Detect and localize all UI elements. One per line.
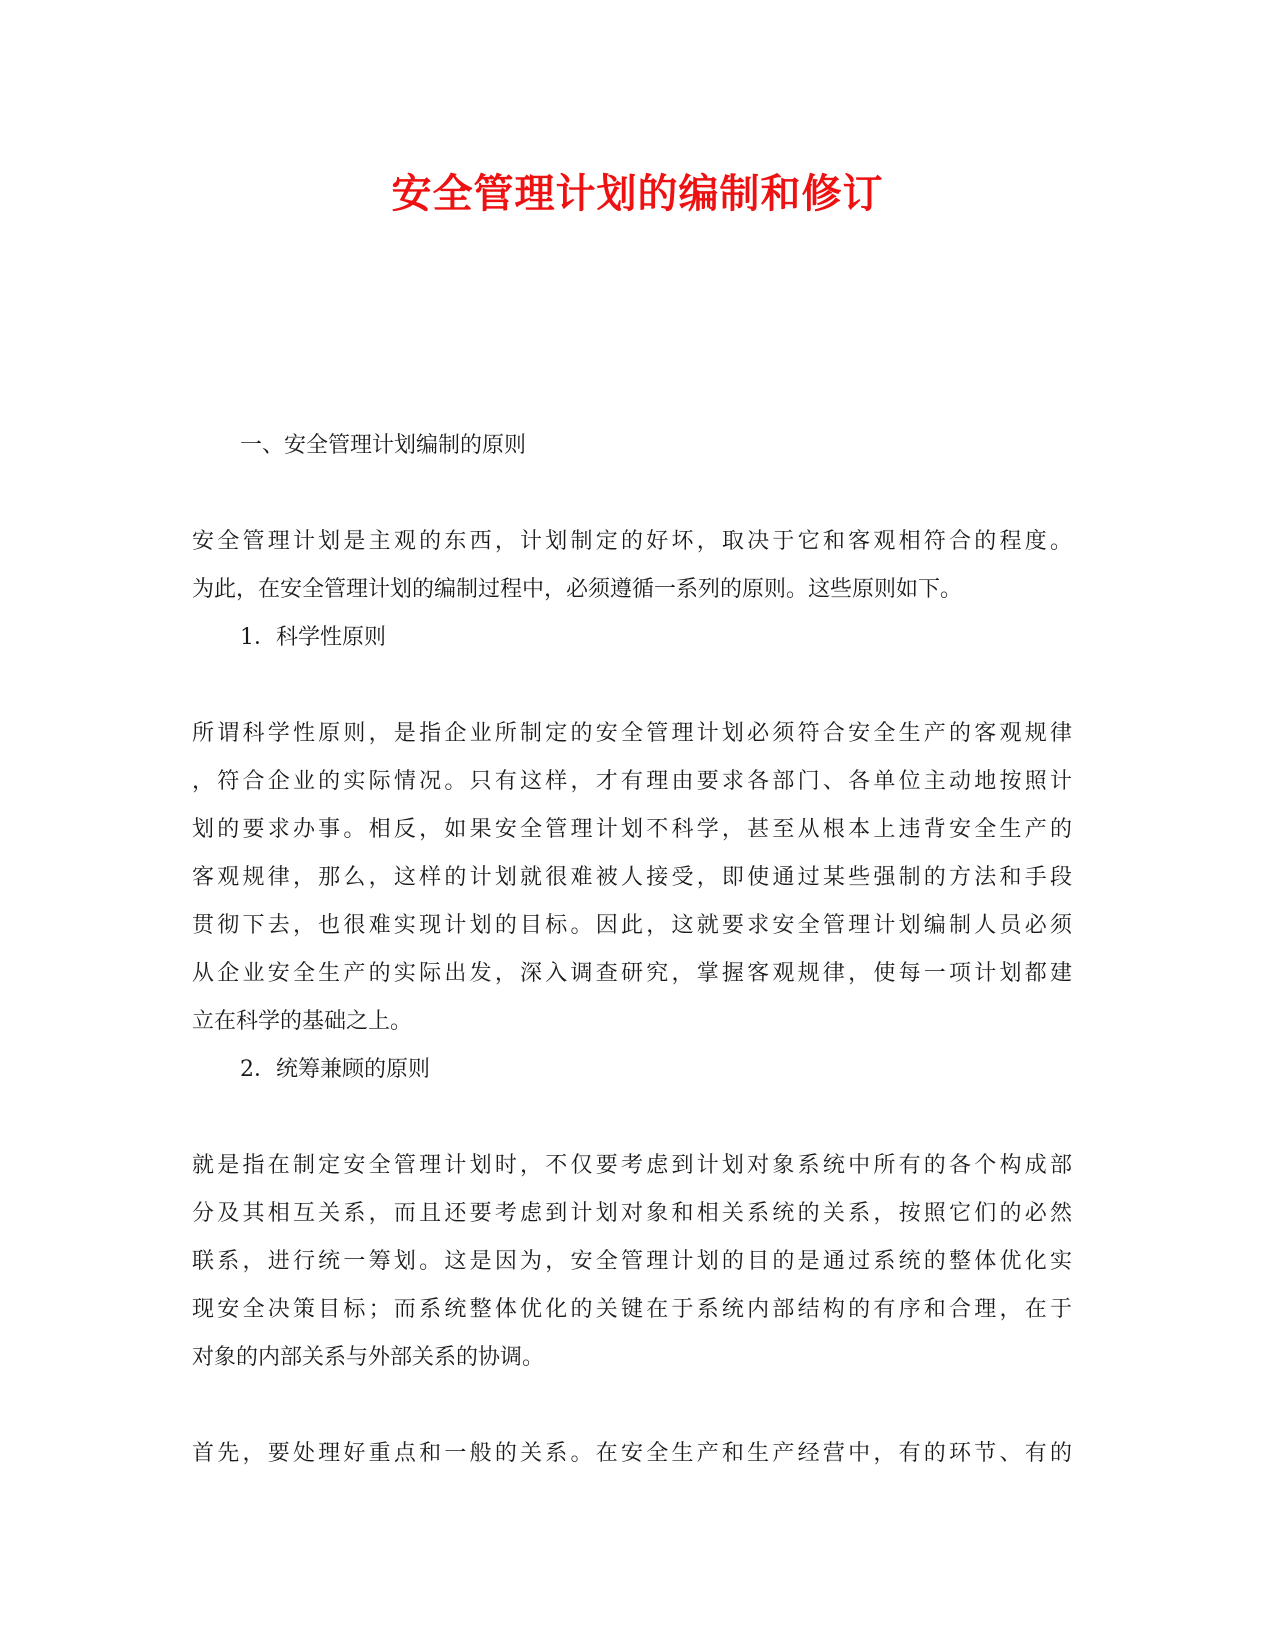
paragraph-gap [192,1094,1072,1142]
paragraph-line: 分及其相互关系，而且还要考虑到计划对象和相关系统的关系，按照它们的必然 [192,1201,1072,1226]
paragraph-line: 安全管理计划是主观的东西，计划制定的好坏，取决于它和客观相符合的程度。 [192,529,1072,554]
section-heading: 一、安全管理计划编制的原则 [240,433,527,458]
paragraph-line: 就是指在制定安全管理计划时，不仅要考虑到计划对象系统中所有的各个构成部 [192,1153,1072,1178]
paragraph-line: ，符合企业的实际情况。只有这样，才有理由要求各部门、各单位主动地按照计 [192,769,1072,794]
document-title: 安全管理计划的编制和修订 [391,170,884,217]
paragraph-gap [192,470,1072,518]
paragraph-line: 从企业安全生产的实际出发，深入调查研究，掌握客观规律，使每一项计划都建 [192,961,1072,986]
document-body [192,422,1072,1478]
paragraph-line: 贯彻下去，也很难实现计划的目标。因此，这就要求安全管理计划编制人员必须 [192,913,1072,938]
subsection-heading: 1．科学性原则 [240,625,386,650]
paragraph-line: 现安全决策目标；而系统整体优化的关键在于系统内部结构的有序和合理，在于 [192,1297,1072,1322]
paragraph-line: 客观规律，那么，这样的计划就很难被人接受，即使通过某些强制的方法和手段 [192,865,1072,890]
paragraph-line: 对象的内部关系与外部关系的协调。 [192,1345,545,1370]
subsection-heading: 2．统筹兼顾的原则 [240,1057,430,1082]
paragraph-line: 为此，在安全管理计划的编制过程中，必须遵循一系列的原则。这些原则如下。 [192,577,963,602]
paragraph-line: 首先，要处理好重点和一般的关系。在安全生产和生产经营中，有的环节、有的 [192,1441,1072,1466]
paragraph-line: 所谓科学性原则，是指企业所制定的安全管理计划必须符合安全生产的客观规律 [192,721,1072,746]
paragraph-gap [192,1382,1072,1430]
paragraph-line: 联系，进行统一筹划。这是因为，安全管理计划的目的是通过系统的整体优化实 [192,1249,1072,1274]
paragraph-line: 立在科学的基础之上。 [192,1009,413,1034]
paragraph-line: 划的要求办事。相反，如果安全管理计划不科学，甚至从根本上违背安全生产的 [192,817,1072,842]
paragraph-gap [192,662,1072,710]
